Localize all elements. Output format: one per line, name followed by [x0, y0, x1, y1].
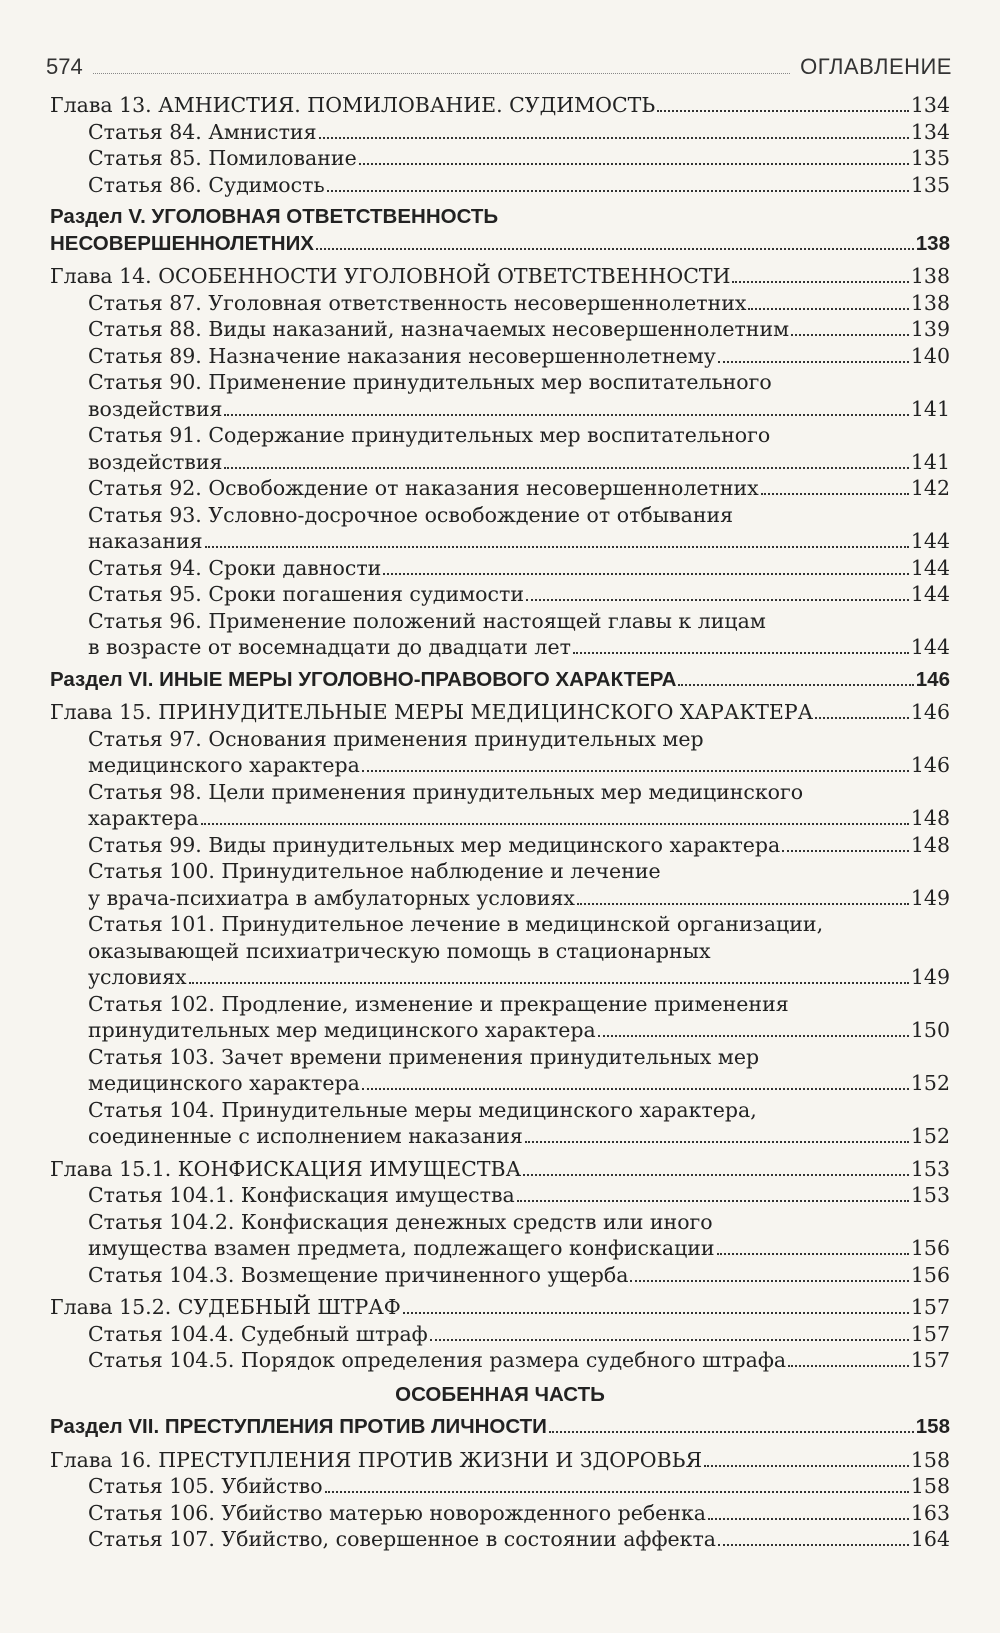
toc-page-number: 144: [910, 529, 950, 553]
toc-entry-title: Статья 89. Назначение наказания несовершеннолетнему: [88, 343, 716, 368]
toc-page-number: 148: [910, 806, 950, 830]
toc-page-number: 146: [915, 667, 950, 691]
toc-page-number: 138: [910, 290, 950, 315]
toc-entry-title: медицинского характера: [88, 753, 360, 777]
toc-article[interactable]: [50, 1262, 950, 1289]
toc-page-number: 153: [910, 1156, 950, 1181]
toc-article[interactable]: [50, 1473, 950, 1500]
toc-page-number: 150: [910, 1018, 950, 1042]
toc-entry-title: условиях: [88, 965, 187, 989]
toc-page-number: 164: [910, 1527, 950, 1551]
dot-leader: [430, 1339, 909, 1341]
toc-entry-title: Статья 104.1. Конфискация имущества: [88, 1183, 515, 1207]
toc-page-number: 144: [910, 555, 950, 580]
toc-entry-line: Статья 104.2. Конфискация денежных средств или иного: [88, 1209, 713, 1234]
header-rule: [93, 73, 790, 74]
toc-article[interactable]: [50, 343, 950, 370]
toc-page-number: 158: [915, 1415, 950, 1438]
dot-leader: [761, 493, 909, 495]
toc-page-number: 156: [910, 1262, 950, 1287]
toc-entry-line: Статья 91. Содержание принудительных мер воспитательного: [88, 423, 771, 447]
dot-leader: [815, 717, 909, 719]
toc-page-number: 163: [910, 1500, 950, 1525]
toc-section[interactable]: [50, 1414, 950, 1441]
toc-entry-title: Глава 15. ПРИНУДИТЕЛЬНЫЕ МЕРЫ МЕДИЦИНСКОГО ХАРАКТЕРА: [50, 700, 814, 724]
toc-entry-title: Статья 105. Убийство: [88, 1474, 323, 1498]
dot-leader: [704, 1465, 909, 1467]
toc-chapter[interactable]: [50, 263, 950, 290]
toc-article[interactable]: [50, 911, 950, 991]
toc-entry-title: Статья 84. Амнистия: [88, 119, 317, 144]
toc-article[interactable]: [50, 475, 950, 502]
toc-entry-title: воздействия: [88, 449, 223, 474]
dot-leader: [788, 1365, 909, 1367]
toc-page-number: 153: [910, 1183, 950, 1207]
page-header: [46, 46, 952, 80]
toc-section[interactable]: [50, 667, 950, 694]
dot-leader: [718, 1544, 909, 1546]
toc-section[interactable]: [50, 204, 950, 257]
toc-entry-line: Статья 104. Принудительные меры медицинского характера,: [88, 1097, 757, 1122]
toc-entry-line: Статья 97. Основания применения принудительных мер: [88, 726, 704, 751]
toc-article[interactable]: [50, 858, 950, 911]
toc-page-number: 139: [910, 317, 950, 341]
page-number: 574: [46, 54, 83, 79]
dot-leader: [403, 1312, 909, 1314]
toc-entry-line: Статья 101. Принудительное лечение в медицинской организации,: [88, 912, 824, 936]
toc-entry-title: наказания: [88, 529, 203, 553]
dot-leader: [201, 823, 909, 825]
dot-leader: [189, 982, 909, 984]
toc-article[interactable]: [50, 1097, 950, 1150]
toc-page-number: 146: [910, 700, 950, 724]
toc-page-number: 152: [910, 1071, 950, 1095]
toc-entry-title: Статья 104.3. Возмещение причиненного ущерба: [88, 1262, 629, 1287]
dot-leader: [748, 308, 908, 310]
toc-page-number: 157: [910, 1348, 950, 1372]
toc-page-number: 158: [910, 1447, 950, 1472]
toc-entry-title: Статья 88. Виды наказаний, назначаемых несовершеннолетним: [88, 317, 790, 341]
toc-entry-line: Статья 102. Продление, изменение и прекращение применения: [88, 991, 789, 1016]
toc-page-number: 138: [915, 231, 950, 255]
toc-article[interactable]: [50, 581, 950, 608]
toc-chapter[interactable]: [50, 1447, 950, 1474]
dot-leader: [523, 1174, 909, 1176]
toc-article[interactable]: [50, 422, 950, 475]
dot-leader: [791, 334, 909, 336]
toc-entry-title: Статья 92. Освобождение от наказания несовершеннолетних: [88, 476, 759, 500]
toc-entry-title: Статья 107. Убийство, совершенное в состоянии аффекта: [88, 1527, 717, 1551]
dot-leader: [224, 467, 908, 469]
toc-article[interactable]: [50, 1526, 950, 1553]
toc-article[interactable]: [50, 119, 950, 146]
toc-entry-title: медицинского характера: [88, 1071, 360, 1095]
dot-leader: [598, 1035, 909, 1037]
toc-article[interactable]: [50, 1209, 950, 1262]
toc-article[interactable]: [50, 502, 950, 555]
toc-entry-line: Статья 100. Принудительное наблюдение и лечение: [88, 859, 661, 883]
toc-entry-title: НЕСОВЕРШЕННОЛЕТНИХ: [50, 231, 314, 255]
dot-leader: [517, 1200, 909, 1202]
toc-article[interactable]: [50, 779, 950, 832]
toc-article[interactable]: [50, 316, 950, 343]
toc-entry-title: Глава 15.2. СУДЕБНЫЙ ШТРАФ: [50, 1295, 401, 1319]
toc-entry-line: оказывающей психиатрическую помощь в стационарных: [88, 938, 711, 963]
toc-entry-title: принудительных мер медицинского характера: [88, 1018, 596, 1042]
toc-chapter[interactable]: [50, 92, 950, 119]
dot-leader: [549, 1431, 914, 1433]
toc-article[interactable]: [50, 991, 950, 1044]
toc-article[interactable]: [50, 608, 950, 661]
toc-article[interactable]: [50, 1321, 950, 1348]
toc-entry-title: Статья 106. Убийство матерью новорожденного ребенка: [88, 1500, 707, 1525]
toc-entry-title: Статья 87. Уголовная ответственность несовершеннолетних: [88, 290, 747, 315]
toc-entry-title: Глава 13. АМНИСТИЯ. ПОМИЛОВАНИЕ. СУДИМОСТЬ: [50, 93, 656, 117]
dot-leader: [782, 850, 909, 852]
dot-leader: [362, 1088, 909, 1090]
dot-leader: [319, 137, 909, 139]
toc-article[interactable]: [50, 1347, 950, 1374]
toc-page-number: 144: [910, 582, 950, 606]
dot-leader: [573, 652, 909, 654]
toc-article[interactable]: [50, 555, 950, 582]
toc-entry-title: характера: [88, 806, 199, 830]
toc-entry-title: ОСОБЕННАЯ ЧАСТЬ: [395, 1382, 605, 1406]
toc-page-number: 149: [910, 965, 950, 989]
toc-page-number: 134: [910, 93, 950, 117]
toc-entry-title: Статья 95. Сроки погашения судимости: [88, 582, 524, 606]
toc-entry-line: Раздел V. УГОЛОВНАЯ ОТВЕТСТВЕННОСТЬ: [50, 205, 499, 228]
toc-entry-line: Статья 98. Цели применения принудительных мер медицинского: [88, 779, 804, 804]
toc-article[interactable]: [50, 832, 950, 859]
toc-article[interactable]: [50, 1182, 950, 1209]
toc-page-number: 135: [910, 146, 950, 170]
toc-entry-title: Статья 86. Судимость: [88, 172, 325, 197]
toc-entry-title: Глава 14. ОСОБЕННОСТИ УГОЛОВНОЙ ОТВЕТСТВЕННОСТИ: [50, 264, 731, 288]
toc-article[interactable]: [50, 145, 950, 172]
toc-page-number: 144: [910, 635, 950, 659]
toc-page-number: 146: [910, 753, 950, 777]
toc-entry-title: Статья 94. Сроки давности: [88, 555, 382, 580]
toc-article[interactable]: [50, 369, 950, 422]
toc-entry-title: Глава 15.1. КОНФИСКАЦИЯ ИМУЩЕСТВА: [50, 1156, 522, 1181]
toc-entry-title: Раздел VI. ИНЫЕ МЕРЫ УГОЛОВНО-ПРАВОВОГО ХАРАКТЕРА: [50, 667, 677, 691]
toc-page-number: 157: [910, 1295, 950, 1319]
dot-leader: [708, 1518, 909, 1520]
toc-entry-title: воздействия: [88, 396, 223, 421]
toc-entry-title: Статья 104.5. Порядок определения размера судебного штрафа: [88, 1348, 787, 1372]
toc-entry-title: имущества взамен предмета, подлежащего конфискации: [88, 1236, 715, 1260]
dot-leader: [525, 1141, 909, 1143]
toc-page-number: 138: [910, 264, 950, 288]
dot-leader: [577, 903, 909, 905]
dot-leader: [717, 1253, 909, 1255]
toc-chapter[interactable]: [50, 1294, 950, 1321]
toc-chapter[interactable]: [50, 699, 950, 726]
toc-article[interactable]: [50, 290, 950, 317]
toc-article[interactable]: [50, 172, 950, 199]
dot-leader: [657, 110, 909, 112]
toc-page-number: 152: [910, 1124, 950, 1148]
dot-leader: [718, 361, 909, 363]
toc-article[interactable]: [50, 1500, 950, 1527]
dot-leader: [526, 599, 909, 601]
toc-entry-title: Глава 16. ПРЕСТУПЛЕНИЯ ПРОТИВ ЖИЗНИ И ЗДОРОВЬЯ: [50, 1447, 703, 1472]
toc-page-number: 149: [910, 885, 950, 910]
toc-part-heading[interactable]: [50, 1382, 950, 1409]
toc-page-number: 157: [910, 1321, 950, 1346]
toc-article[interactable]: [50, 1044, 950, 1097]
dot-leader: [359, 163, 909, 165]
toc-page-number: 156: [910, 1236, 950, 1260]
toc-page-number: 134: [910, 119, 950, 144]
toc-entry-title: Раздел VII. ПРЕСТУПЛЕНИЯ ПРОТИВ ЛИЧНОСТИ: [50, 1415, 547, 1438]
toc-page-number: 148: [910, 832, 950, 857]
toc-entry-title: Статья 99. Виды принудительных мер медицинского характера: [88, 832, 781, 857]
toc-article[interactable]: [50, 726, 950, 779]
toc-entry-title: в возрасте от восемнадцати до двадцати лет: [88, 635, 571, 659]
toc-entry-line: Статья 96. Применение положений настоящей главы к лицам: [88, 608, 766, 633]
dot-leader: [732, 281, 908, 283]
dot-leader: [325, 1491, 909, 1493]
toc-page-number: 141: [910, 449, 950, 474]
toc-entry-title: у врача-психиатра в амбулаторных условиях: [88, 885, 575, 910]
toc-page-number: 142: [910, 476, 950, 500]
dot-leader: [630, 1280, 908, 1282]
dot-leader: [205, 546, 909, 548]
toc-page-number: 141: [910, 396, 950, 421]
toc-page-number: 158: [910, 1474, 950, 1498]
toc-entry-line: Статья 103. Зачет времени применения принудительных мер: [88, 1044, 760, 1069]
toc-entry-title: Статья 104.4. Судебный штраф: [88, 1321, 428, 1346]
toc-entry-title: соединенные с исполнением наказания: [88, 1124, 523, 1148]
toc-entry-line: Статья 90. Применение принудительных мер воспитательного: [88, 370, 772, 394]
dot-leader: [316, 248, 914, 250]
dot-leader: [327, 190, 909, 192]
dot-leader: [678, 684, 913, 686]
toc-chapter[interactable]: [50, 1156, 950, 1183]
dot-leader: [362, 770, 909, 772]
running-title: ОГЛАВЛЕНИЕ: [800, 54, 952, 79]
dot-leader: [224, 414, 908, 416]
toc-page-number: 140: [910, 343, 950, 368]
toc-entry-line: Статья 93. Условно-досрочное освобождение от отбывания: [88, 502, 734, 527]
dot-leader: [383, 573, 909, 575]
toc-entry-title: Статья 85. Помилование: [88, 146, 357, 170]
table-of-contents: [50, 92, 950, 1553]
toc-page-number: 135: [910, 172, 950, 197]
